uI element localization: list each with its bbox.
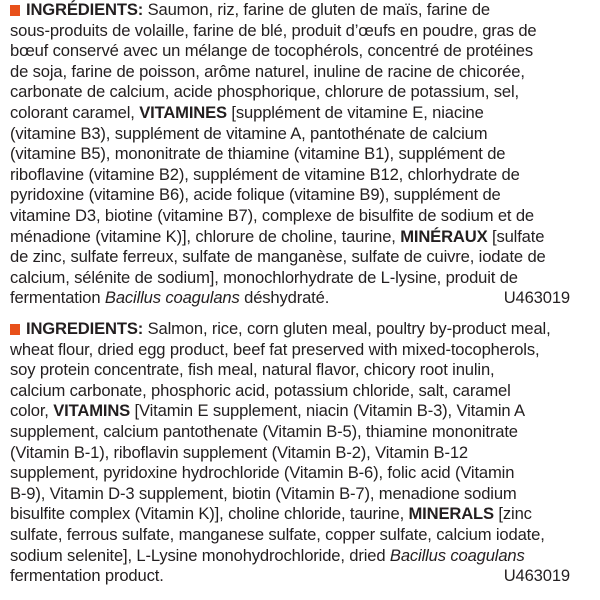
- french-ingredient-line: [10, 165, 592, 186]
- bold-term: MINÉRAUX: [400, 226, 488, 246]
- french-ingredient-line: [10, 82, 592, 103]
- text-segment: [zinc: [493, 504, 532, 524]
- english-ingredient-line: [10, 340, 592, 361]
- french-ingredients-block: [10, 0, 592, 309]
- english-line-1-text: [143, 319, 550, 338]
- text-segment: calcium carbonate, phosphoric acid, potassium chloride, salt, caramel: [10, 380, 511, 400]
- italic-term: Bacillus coagulans: [389, 545, 525, 565]
- french-ingredient-line: [10, 62, 592, 83]
- english-heading-line: [10, 319, 592, 340]
- bold-term: VITAMINS: [53, 401, 131, 421]
- french-ingredient-line: [10, 206, 592, 227]
- english-ingredient-line: [10, 546, 592, 567]
- text-segment: sous-produits de volaille, farine de blé, produit d’œufs en poudre, gras de: [10, 20, 537, 40]
- english-ingredients-block: [10, 319, 592, 587]
- english-product-code: U463019: [503, 566, 570, 586]
- english-ingredient-line: [10, 443, 592, 464]
- text-segment: carbonate de calcium, acide phosphorique, chlorure de potassium, sel,: [10, 82, 519, 102]
- french-heading-line: [10, 0, 592, 21]
- text-segment: fermentation product.: [10, 566, 164, 586]
- text-segment: supplement, calcium pantothenate (Vitamin B-5), thiamine mononitrate: [10, 421, 518, 441]
- french-ingredient-line: [10, 268, 592, 289]
- bold-term: MINERALS: [408, 504, 494, 524]
- french-ingredient-lines: [10, 21, 592, 289]
- english-ingredient-line: [10, 504, 592, 525]
- english-last-line-text: [10, 566, 164, 587]
- english-ingredient-line: [10, 360, 592, 381]
- bold-term: VITAMINES: [139, 102, 227, 122]
- english-ingredient-line: [10, 422, 592, 443]
- text-segment: ménadione (vitamine K)], chlorure de choline, taurine,: [10, 226, 401, 246]
- french-ingredient-line: [10, 41, 592, 62]
- text-segment: de soja, farine de poisson, arôme naturel, inuline de racine de chicorée,: [10, 61, 525, 81]
- text-segment: bœuf conservé avec un mélange de tocophérols, concentré de protéines: [10, 41, 533, 61]
- english-ingredient-line: [10, 381, 592, 402]
- french-ingredient-line: [10, 185, 592, 206]
- text-segment: de zinc, sulfate ferreux, sulfate de manganèse, sulfate de cuivre, iodate de: [10, 247, 546, 267]
- english-last-line: [10, 566, 570, 587]
- text-segment: bisulfite complex (Vitamin K)], choline chloride, taurine,: [10, 504, 409, 524]
- orange-square-marker-icon: [10, 5, 20, 16]
- french-last-line: [10, 288, 570, 309]
- text-segment: sulfate, ferrous sulfate, manganese sulfate, copper sulfate, calcium iodate,: [10, 524, 545, 544]
- text-segment: Salmon, rice, corn gluten meal, poultry by-product meal,: [143, 319, 551, 338]
- french-product-code: U463019: [503, 288, 570, 308]
- french-ingredient-line: [10, 227, 592, 248]
- french-ingredient-line: [10, 144, 592, 165]
- text-segment: sodium selenite], L-Lysine monohydrochloride, dried: [10, 545, 390, 565]
- french-ingredient-line: [10, 124, 592, 145]
- text-segment: supplement, pyridoxine hydrochloride (Vitamin B-6), folic acid (Vitamin: [10, 463, 515, 483]
- text-segment: déshydraté.: [239, 288, 330, 308]
- french-ingredient-line: [10, 247, 592, 268]
- text-segment: wheat flour, dried egg product, beef fat preserved with mixed-tocopherols,: [10, 339, 540, 359]
- text-segment: calcium, sélénite de sodium], monochlorhydrate de L-lysine, produit de: [10, 267, 518, 287]
- french-ingredient-line: [10, 103, 592, 124]
- text-segment: Saumon, riz, farine de gluten de maïs, farine de: [143, 0, 490, 19]
- text-segment: pyridoxine (vitamine B6), acide folique (vitamine B9), supplément de: [10, 185, 501, 205]
- italic-term: Bacillus coagulans: [104, 288, 240, 308]
- text-segment: (vitamine B3), supplément de vitamine A, pantothénate de calcium: [10, 123, 488, 143]
- french-ingredient-line: [10, 21, 592, 42]
- english-ingredient-line: [10, 401, 592, 422]
- text-segment: colorant caramel,: [10, 102, 140, 122]
- text-segment: riboflavine (vitamine B2), supplément de vitamine B12, chlorhydrate de: [10, 164, 520, 184]
- text-segment: (vitamine B5), mononitrate de thiamine (vitamine B1), supplément de: [10, 144, 506, 164]
- french-last-line-text: [10, 288, 329, 309]
- english-ingredients-heading: INGREDIENTS:: [26, 319, 144, 338]
- orange-square-marker-icon: [10, 324, 20, 335]
- text-segment: vitamine D3, biotine (vitamine B7), complexe de bisulfite de sodium et de: [10, 205, 535, 225]
- text-segment: [supplément de vitamine E, niacine: [226, 102, 484, 122]
- text-segment: B-9), Vitamin D-3 supplement, biotin (Vitamin B-7), menadione sodium: [10, 483, 517, 503]
- text-segment: [Vitamin E supplement, niacin (Vitamin B-3), Vitamin A: [130, 401, 525, 421]
- english-ingredient-line: [10, 463, 592, 484]
- english-ingredient-line: [10, 484, 592, 505]
- text-segment: color,: [10, 401, 54, 421]
- text-segment: fermentation: [10, 288, 105, 308]
- english-ingredient-lines: [10, 340, 592, 567]
- french-line-1-text: [143, 0, 490, 19]
- french-ingredients-heading: INGRÉDIENTS:: [26, 0, 144, 19]
- english-ingredient-line: [10, 525, 592, 546]
- text-segment: (Vitamin B-1), riboflavin supplement (Vitamin B-2), Vitamin B-12: [10, 442, 468, 462]
- text-segment: soy protein concentrate, fish meal, natural flavor, chicory root inulin,: [10, 360, 495, 380]
- text-segment: [sulfate: [487, 226, 545, 246]
